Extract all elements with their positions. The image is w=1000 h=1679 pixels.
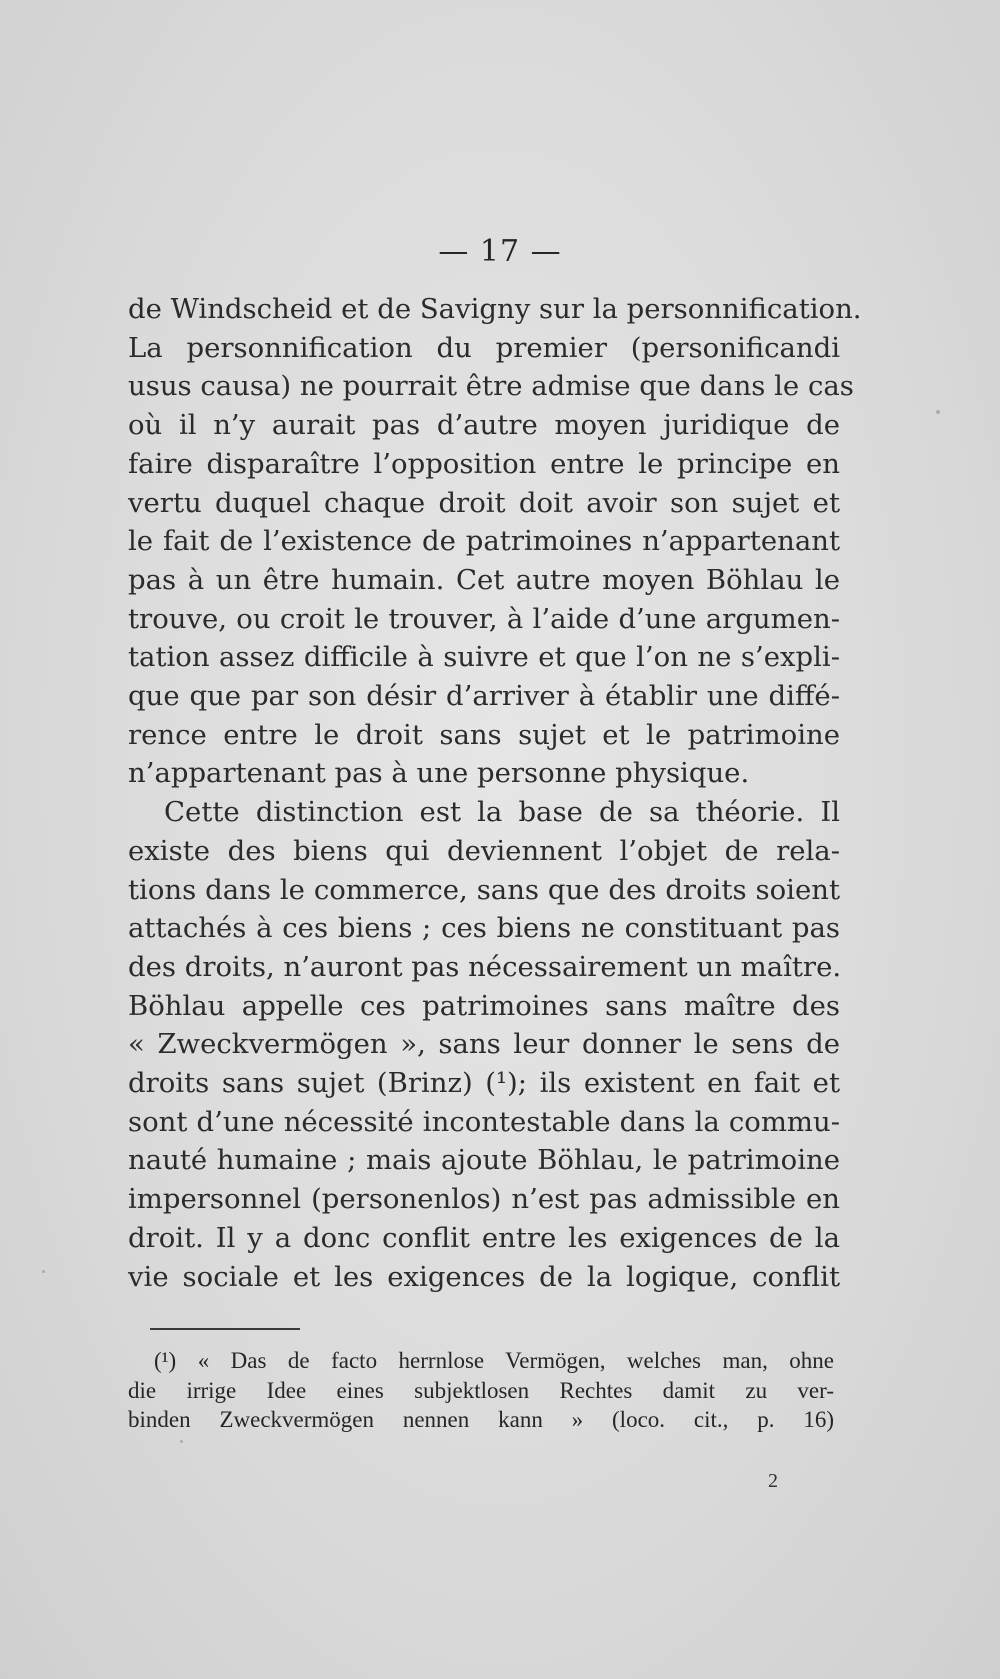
text-line: où il n’y aurait pas d’autre moyen juridique de <box>128 409 840 442</box>
text-line: La personnification du premier (personificandi <box>128 331 840 364</box>
paper-speck <box>180 1440 183 1443</box>
footnote-marker: (¹) <box>154 1348 177 1373</box>
text-line-with-footnote-ref <box>128 1064 840 1103</box>
text-line: de Windscheid et de Savigny sur la personnification. <box>128 293 862 325</box>
text-line: attachés à ces biens ; ces biens ne constituant pas <box>128 912 840 945</box>
text-line: pas à un être humain. Cet autre moyen Böhlau le <box>128 563 840 596</box>
text-line: vertu duquel chaque droit doit avoir son sujet et <box>128 486 840 519</box>
text-line: Böhlau appelle ces patrimoines sans maître des <box>128 989 840 1022</box>
text-line: Cette distinction est la base de sa théorie. Il <box>164 796 840 829</box>
text-line: sont d’une nécessité incontestable dans la commu- <box>128 1105 840 1138</box>
text-line: vie sociale et les exigences de la logique, conflit <box>128 1260 840 1293</box>
text-line: tions dans le commerce, sans que des droits soient <box>128 873 840 906</box>
footnote-divider <box>150 1328 300 1330</box>
footnote-line: die irrige Idee eines subjektlosen Rechtes damit zu ver- <box>128 1377 834 1403</box>
text-line: faire disparaître l’opposition entre le principe en <box>128 447 840 480</box>
body-text <box>128 290 862 1296</box>
footnote-text: « Das de facto herrnlose Vermögen, welches man, ohne <box>197 1348 835 1373</box>
text-fragment: droits sans sujet (Brinz) <box>128 1067 473 1100</box>
footnote <box>128 1346 834 1435</box>
text-fragment: ; ils existent en fait et <box>517 1067 841 1100</box>
text-line: existe des biens qui deviennent l’objet de rela- <box>128 834 840 867</box>
footnote-reference[interactable]: (¹) <box>485 1067 518 1100</box>
text-line: tation assez difficile à suivre et que l’on ne s’expli- <box>128 641 840 674</box>
page-number: — 17 — <box>438 234 562 269</box>
text-line: n’appartenant pas à une personne physique. <box>128 757 750 790</box>
footnote-line: binden Zweckvermögen nennen kann » (loco. cit., p. 16) <box>128 1407 834 1432</box>
text-line: nauté humaine ; mais ajoute Böhlau, le patrimoine <box>128 1144 840 1177</box>
footnote-line <box>128 1346 834 1376</box>
text-line: le fait de l’existence de patrimoines n’appartenant <box>128 525 840 558</box>
text-line: droit. Il y a donc conflit entre les exigences de la <box>128 1221 840 1254</box>
text-line: impersonnel (personenlos) n’est pas admissible en <box>128 1183 840 1216</box>
text-line: usus causa) ne pourrait être admise que dans le cas <box>128 370 854 403</box>
paper-speck <box>936 410 940 414</box>
text-line: « Zweckvermögen », sans leur donner le sens de <box>128 1028 840 1061</box>
text-line: que que par son désir d’arriver à établir une diffé- <box>128 680 840 713</box>
text-line: des droits, n’auront pas nécessairement un maître. <box>128 950 842 983</box>
text-line: trouve, ou croit le trouver, à l’aide d’une argumen- <box>128 602 840 635</box>
paper-speck <box>42 1270 45 1273</box>
signature-mark: 2 <box>768 1470 778 1492</box>
text-line: rence entre le droit sans sujet et le patrimoine <box>128 718 840 751</box>
